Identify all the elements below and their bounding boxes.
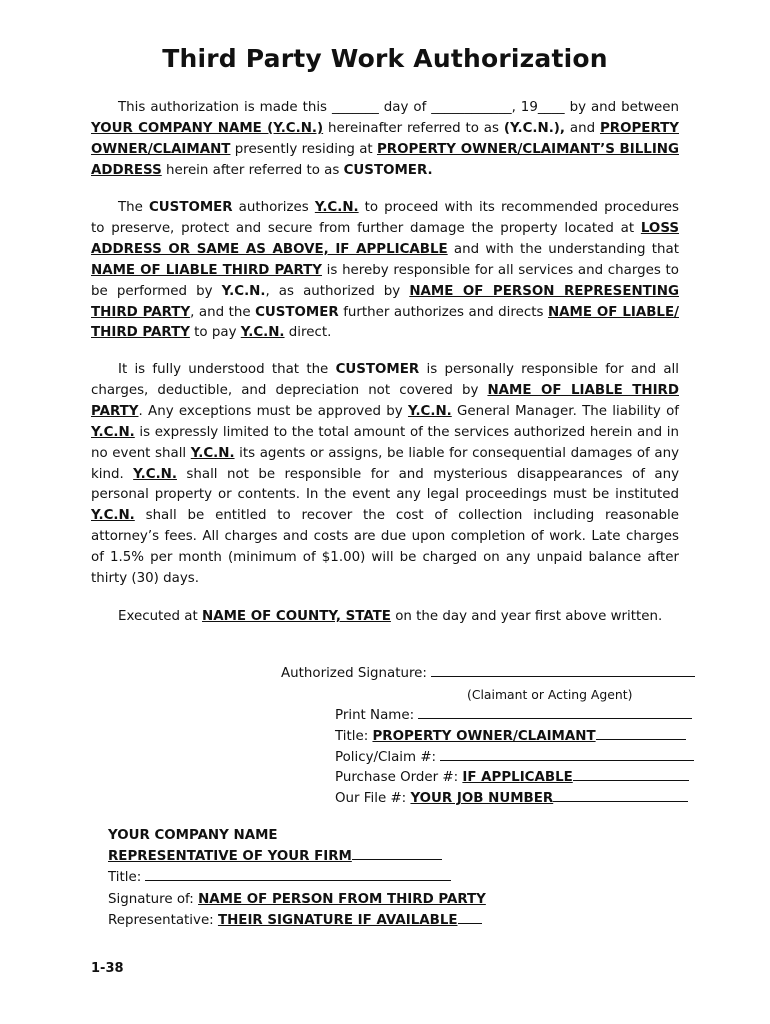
text: is hereby responsible for all services and charges to be performed by — [91, 262, 679, 299]
text: is expressly limited to the total amount of the services authorized herein and in no event shall — [91, 424, 679, 461]
purchase-order-value: IF APPLICABLE — [462, 770, 573, 786]
our-file-row — [91, 789, 698, 810]
company-title-row — [108, 867, 528, 888]
representative-field: NAME OF PERSON REPRESENTING THIRD PARTY — [91, 283, 679, 320]
authorized-signature-sub — [91, 685, 698, 706]
text: , as authorized by — [265, 283, 410, 299]
authorization-paragraph — [91, 98, 679, 182]
authorized-signature-line[interactable] — [431, 664, 695, 677]
text: direct. — [284, 325, 332, 341]
signature-of-row — [108, 889, 528, 910]
company-representative-row — [108, 910, 528, 931]
text: and with the understanding that — [447, 241, 679, 257]
print-name-line[interactable] — [418, 706, 692, 719]
signature-of-value: NAME OF PERSON FROM THIRD PARTY — [198, 891, 486, 907]
text: on the day and year first above written. — [390, 609, 663, 624]
text: The — [118, 200, 149, 215]
customer-term: CUSTOMER — [148, 200, 233, 215]
company-block — [108, 825, 528, 931]
title-label: Title: — [335, 728, 373, 744]
title-line[interactable] — [596, 727, 686, 740]
ycn-field: Y.C.N. — [190, 445, 235, 461]
claimant-agent-note: (Claimant or Acting Agent) — [467, 686, 633, 702]
authorized-signature-row — [91, 664, 698, 685]
signature-block — [91, 664, 698, 810]
ycn-field: Y.C.N. — [133, 466, 177, 482]
billing-address-field: PROPERTY OWNER/CLAIMANT’S BILLING ADDRESS — [91, 141, 679, 178]
customer-term: CUSTOMER. — [343, 162, 433, 178]
text: General Manager. The liability of — [451, 403, 679, 419]
ycn-field: Y.C.N. — [314, 200, 359, 215]
ycn-field: Y.C.N. — [91, 508, 135, 524]
executed-paragraph — [91, 607, 679, 628]
text: Executed at — [118, 609, 203, 624]
liable-party-field: NAME OF LIABLE THIRD PARTY — [91, 262, 322, 278]
policy-claim-row — [91, 748, 698, 769]
company-representative-value: THEIR SIGNATURE IF AVAILABLE — [217, 912, 458, 928]
ycn-abbrev: (Y.C.N.), — [503, 120, 565, 136]
text: further authorizes and directs — [338, 304, 548, 320]
text: authorizes — [232, 200, 315, 215]
purchase-order-label: Purchase Order #: — [335, 770, 463, 786]
title-row — [91, 727, 698, 748]
text: This authorization is made this _______ day of ____________, 19____ by and between — [118, 100, 679, 115]
representative-of-firm: REPRESENTATIVE OF YOUR FIRM — [108, 849, 352, 865]
liable-party-field: NAME OF LIABLE THIRD PARTY — [91, 382, 679, 419]
our-file-value: YOUR JOB NUMBER — [410, 791, 554, 807]
ycn-field: Y.C.N. — [91, 424, 135, 440]
purchase-order-row — [91, 768, 698, 789]
text: , and the — [190, 304, 256, 320]
text: to proceed with its recommended procedures to preserve, protect and secure from further damage the property located at — [91, 200, 679, 236]
text: hereinafter referred to as — [323, 120, 504, 136]
our-file-line[interactable] — [553, 789, 688, 802]
policy-claim-label: Policy/Claim #: — [335, 749, 441, 765]
loss-address-field: LOSS ADDRESS OR SAME AS ABOVE, IF APPLICABLE — [91, 220, 679, 257]
policy-claim-line[interactable] — [440, 748, 694, 761]
text: is personally responsible for and all charges, deductible, and depreciation not covered by — [91, 362, 679, 398]
our-file-label: Our File #: — [335, 791, 411, 807]
company-title-line[interactable] — [145, 868, 451, 881]
text: and — [565, 120, 600, 136]
ycn-term: Y.C.N. — [221, 283, 266, 299]
text: presently residing at — [230, 141, 377, 157]
owner-field: PROPERTY OWNER/CLAIMANT — [91, 120, 679, 157]
customer-term: CUSTOMER — [335, 362, 420, 377]
title-value: PROPERTY OWNER/CLAIMANT — [372, 728, 596, 744]
company-representative-label: Representative: — [108, 912, 218, 928]
purchase-order-line[interactable] — [573, 768, 689, 781]
text: its agents or assigns, be liable for consequential damages of any kind. — [91, 445, 679, 482]
page-number: 1-38 — [91, 961, 124, 976]
print-name-label: Print Name: — [335, 707, 419, 723]
ycn-field: Y.C.N. — [407, 403, 452, 419]
text: herein after referred to as — [161, 162, 344, 178]
liability-paragraph — [91, 360, 679, 590]
company-name-field: YOUR COMPANY NAME (Y.C.N.) — [91, 120, 324, 136]
representative-row — [108, 846, 528, 867]
company-representative-line[interactable] — [458, 911, 482, 924]
customer-term: CUSTOMER — [255, 304, 339, 320]
text: shall be entitled to recover the cost of collection including reasonable attorney’s fees. All charges and costs are due upon completion of work. Late charges of 1.5% per month (minimum of $1.00) will be charged on any unpaid balance after thirty (30) days. — [91, 508, 679, 587]
company-title-label: Title: — [108, 870, 146, 886]
liable-party-field: NAME OF LIABLE/ THIRD PARTY — [91, 304, 679, 341]
signature-of-label: Signature of: — [108, 891, 199, 907]
customer-authorizes-paragraph — [91, 198, 679, 344]
authorized-signature-label: Authorized Signature: — [281, 666, 432, 681]
print-name-row — [91, 706, 698, 727]
page-title: Third Party Work Authorization — [162, 44, 608, 73]
text: It is fully understood that the — [118, 362, 336, 377]
company-name: YOUR COMPANY NAME — [108, 828, 278, 843]
county-state-field: NAME OF COUNTY, STATE — [202, 609, 391, 624]
text: to pay — [189, 325, 241, 341]
ycn-field: Y.C.N. — [240, 325, 285, 341]
text: . Any exceptions must be approved by — [138, 403, 408, 419]
text: shall not be responsible for and mysterious disappearances of any personal property or contents. In the event any legal proceedings must be instituted — [91, 466, 679, 503]
representative-line[interactable] — [352, 847, 442, 860]
company-name-row — [108, 825, 528, 846]
